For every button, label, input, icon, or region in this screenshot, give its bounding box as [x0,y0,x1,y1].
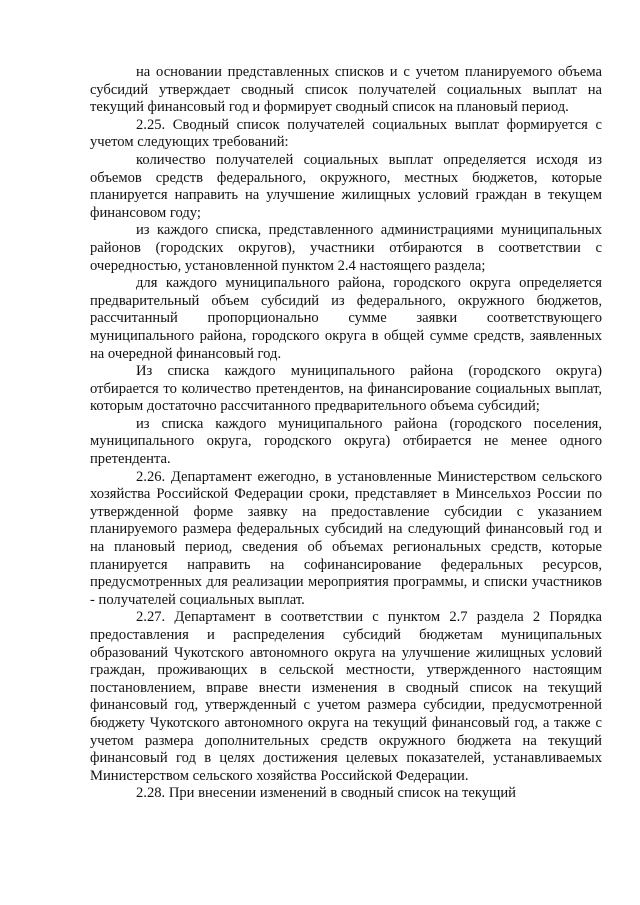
paragraph-summary-list-approval: на основании представленных списков и с учетом планируемого объема субсидий утверждает сводный список получателей социальных выплат на текущий финансовый год и формирует сводный список на плановый период. [90,64,602,116]
paragraph-selection-order: из каждого списка, представленного администрациями муниципальных районов (городских округов), участники отбираются в соответствии с очередностью, установленной пунктом 2.4 настоящего раздела; [90,222,602,274]
paragraph-minimum-applicant: из списка каждого муниципального района (городского поселения, муниципального округа, городского округа) отбирается не менее одного претендента. [90,415,602,468]
document-page [90,64,602,803]
paragraph-2-27: 2.27. Департамент в соответствии с пунктом 2.7 раздела 2 Порядка предоставления и распределения субсидий бюджетам муниципальных образований Чукотского автономного округа на улучшение жилищных условий граждан, проживающих в сельской местности, утвержденного настоящим постановлением, вправе внести изменения в сводный список на текущий финансовый год, утвержденный с учетом размера субсидии, предусмотренной бюджету Чукотского автономного округа на текущий финансовый год, а также с учетом размера дополнительных средств окружного бюджета на текущий финансовый год в целях достижения целевых показателей, устанавливаемых Министерством сельского хозяйства Российской Федерации. [90,609,602,784]
paragraph-applicant-selection: Из списка каждого муниципального района (городского округа) отбирается то количество претендентов, на финансирование социальных выплат, которым достаточно рассчитанного предварительного объема субсидий; [90,363,602,415]
paragraph-2-28: 2.28. При внесении изменений в сводный список на текущий [136,785,516,802]
paragraph-2-25: 2.25. Сводный список получателей социальных выплат формируется с учетом следующих требований: [90,116,602,151]
paragraph-recipient-count: количество получателей социальных выплат определяется исходя из объемов средств федерального, окружного, местных бюджетов, которые планируется направить на улучшение жилищных условий граждан в текущем финансовом году; [90,151,602,221]
paragraph-preliminary-subsidy: для каждого муниципального района, городского округа определяется предварительный объем субсидий из федерального, окружного бюджетов, рассчитанный пропорционально сумме заявки соответствующего муниципального района, городского округа в общей сумме средств, заявленных на очередной финансовый год. [90,275,602,362]
paragraph-2-26: 2.26. Департамент ежегодно, в установленные Министерством сельского хозяйства Российской Федерации сроки, представляет в Минсельхоз России по утвержденной форме заявку на предоставление субсидии с указанием планируемого размера федеральных субсидий на следующий финансовый год и на плановый период, сведения об объемах региональных средств, которые планируется направить на софинансирование федеральных ресурсов, предусмотренных для реализации мероприятия программы, и списки участников - получателей социальных выплат. [90,468,602,608]
